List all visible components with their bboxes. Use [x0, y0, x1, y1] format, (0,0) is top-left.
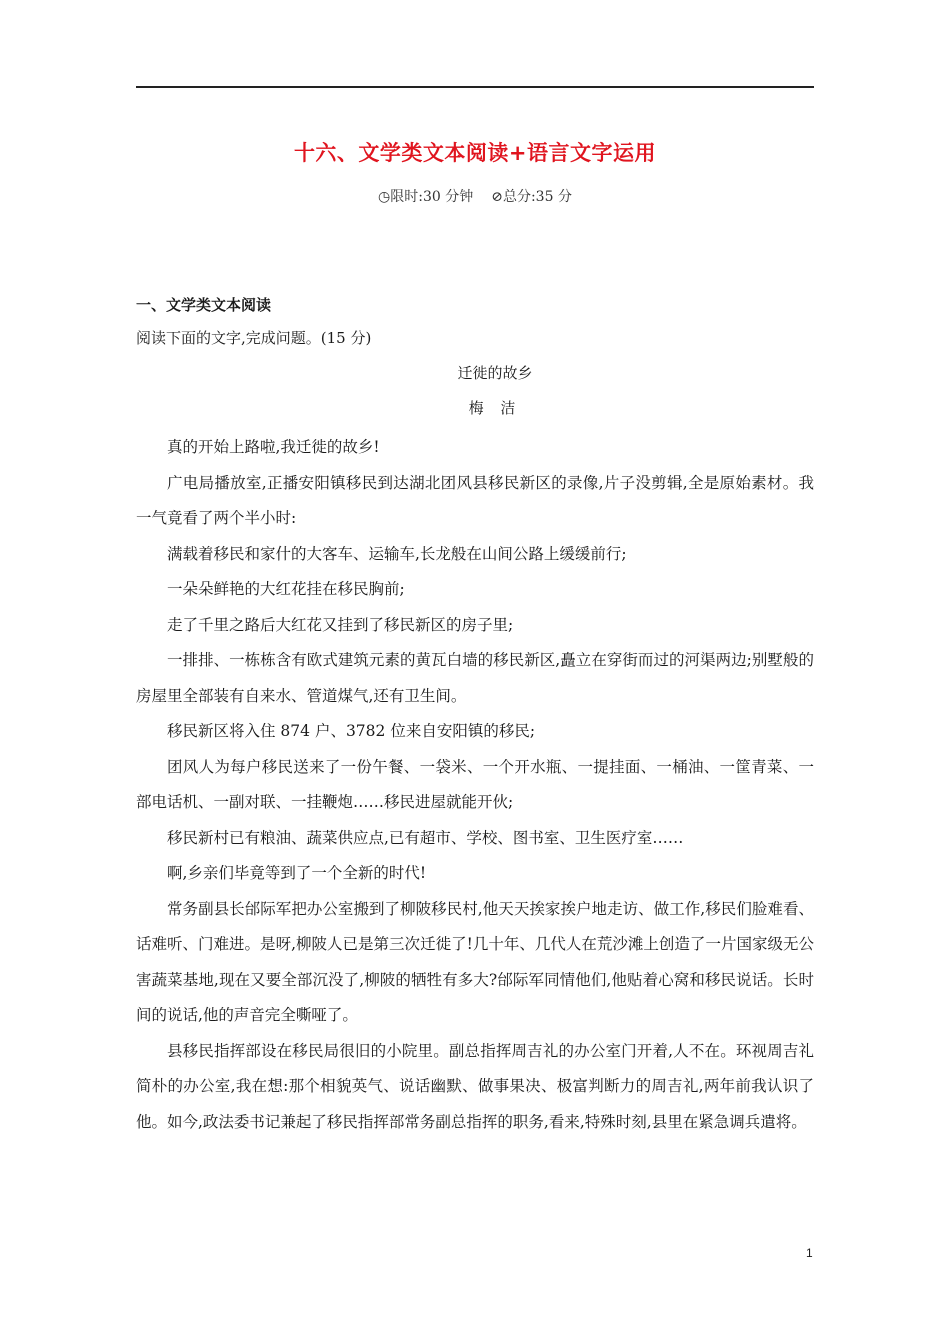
- paragraph: 常务副县长邰际军把办公室搬到了柳陂移民村,他天天挨家挨户地走访、做工作,移民们脸难看、话难听、门难进。是呀,柳陂人已是第三次迁徙了!几十年、几代人在荒沙滩上创造了一片国家级无公害蔬菜基地,现在又要全部沉没了,柳陂的牺牲有多大?邰际军同情他们,他贴着心窝和移民说话。长时间的说话,他的声音完全嘶哑了。: [136, 899, 814, 1024]
- total-score: ⊘总分:35 分: [491, 189, 572, 205]
- paragraph: 一排排、一栋栋含有欧式建筑元素的黄瓦白墙的移民新区,矗立在穿街而过的河渠两边;别墅般的房屋里全部装有自来水、管道煤气,还有卫生间。: [136, 651, 814, 705]
- page-title: 十六、文学类文本阅读+语言文字运用: [293, 141, 657, 165]
- instruction-text: 阅读下面的文字,完成问题。(15 分): [136, 329, 372, 347]
- paragraph: 走了千里之路后大红花又挂到了移民新区的房子里;: [167, 615, 514, 634]
- paragraph: 县移民指挥部设在移民局很旧的小院里。副总指挥周吉礼的办公室门开着,人不在。环视周吉礼简朴的办公室,我在想:那个相貌英气、说话幽默、做事果决、极富判断力的周吉礼,两年前我认识了他。如今,政法委书记兼起了移民指挥部常务副总指挥的职务,看来,特殊时刻,县里在紧急调兵遣将。: [136, 1041, 814, 1131]
- paragraph: 啊,乡亲们毕竟等到了一个全新的时代!: [167, 864, 427, 882]
- paragraph: 真的开始上路啦,我迁徙的故乡!: [167, 438, 380, 456]
- time-limit: ◷限时:30 分钟: [378, 189, 474, 205]
- header-rule: [136, 86, 814, 88]
- paragraph: 广电局播放室,正播安阳镇移民到达湖北团风县移民新区的录像,片子没剪辑,全是原始素材。我一气竟看了两个半小时:: [136, 473, 814, 527]
- paragraph: 团风人为每户移民送来了一份午餐、一袋米、一个开水瓶、一提挂面、一桶油、一筐青菜、一部电话机、一副对联、一挂鞭炮……移民进屋就能开伙;: [136, 757, 814, 811]
- paragraph: 移民新村已有粮油、蔬菜供应点,已有超市、学校、图书室、卫生医疗室……: [167, 828, 684, 847]
- article-author: 梅 洁: [468, 399, 522, 417]
- article-body: [136, 430, 814, 1140]
- paragraph: 一朵朵鲜艳的大红花挂在移民胸前;: [167, 580, 405, 598]
- exam-meta: [0, 186, 950, 206]
- paragraph: 移民新区将入住 874 户、3782 位来自安阳镇的移民;: [167, 722, 536, 740]
- paragraph: 满载着移民和家什的大客车、运输车,长龙般在山间公路上缓缓前行;: [167, 544, 627, 563]
- section-heading: 一、文学类文本阅读: [136, 296, 272, 314]
- article-title: 迁徙的故乡: [457, 364, 533, 382]
- page-number: 1: [806, 1246, 813, 1260]
